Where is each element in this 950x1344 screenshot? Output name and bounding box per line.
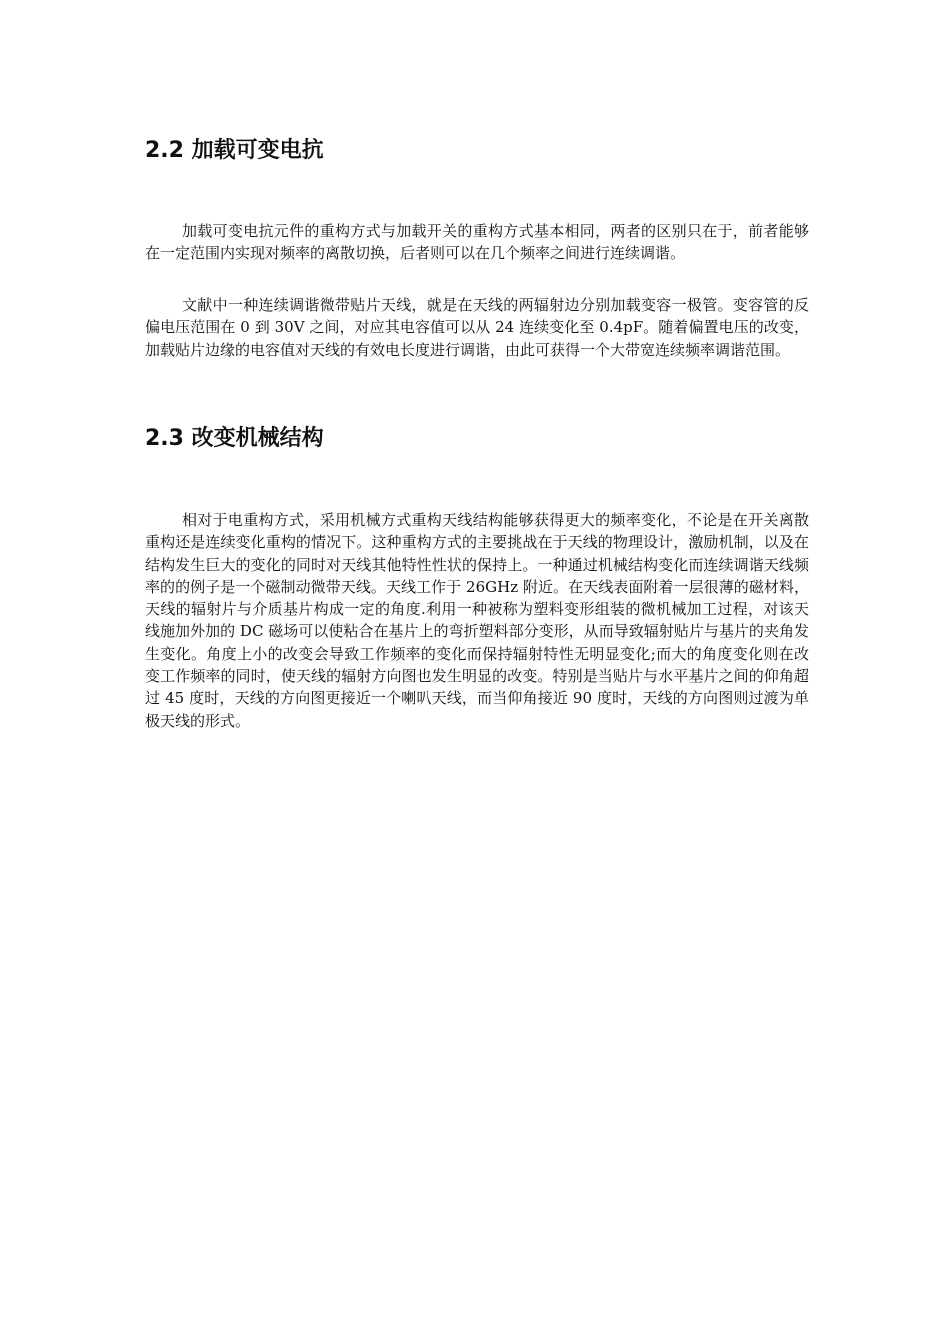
paragraph-2-3-1: 相对于电重构方式，采用机械方式重构天线结构能够获得更大的频率变化，不论是在开关离散重构还是连续变化重构的情况下。这种重构方式的主要挑战在于天线的物理设计，激励机制，以及在结构发生巨大的变化的同时对天线其他特性性状的保持上。一种通过机械结构变化而连续调谐天线频率的的例子是一个磁制动微带天线。天线工作于 26GHz 附近。在天线表面附着一层很薄的磁材料，天线的辐射片与介质基片构成一定的角度.利用一种被称为塑料变形组装的微机械加工过程，对该天线施加外加的 DC 磁场可以使粘合在基片上的弯折塑料部分变形，从而导致辐射贴片与基片的夹角发生变化。角度上小的改变会导致工作频率的变化而保持辐射特性无明显变化;而大的角度变化则在改变工作频率的同时，使天线的辐射方向图也发生明显的改变。特别是当贴片与水平基片之间的仰角超过 45 度时，天线的方向图更接近一个喇叭天线，而当仰角接近 90 度时，天线的方向图则过渡为单极天线的形式。	[145, 511, 809, 730]
paragraph-2-2-1: 加载可变电抗元件的重构方式与加载开关的重构方式基本相同，两者的区别只在于，前者能够在一定范围内实现对频率的离散切换，后者则可以在几个频率之间进行连续调谐。	[145, 222, 809, 263]
section-heading-2-3: 2.3 改变机械结构	[145, 426, 324, 451]
paragraph-2-2-2: 文献中一种连续调谐微带贴片天线，就是在天线的两辐射边分别加载变容一极管。变容管的反偏电压范围在 0 到 30V 之间，对应其电容值可以从 24 连续变化至 0.4pF。随着偏置电压的改变，加载贴片边缘的电容值对天线的有效电长度进行调谐，由此可获得一个大带宽连续频率调谐范围。	[145, 296, 809, 359]
section-heading-2-2: 2.2 加载可变电抗	[145, 138, 324, 163]
